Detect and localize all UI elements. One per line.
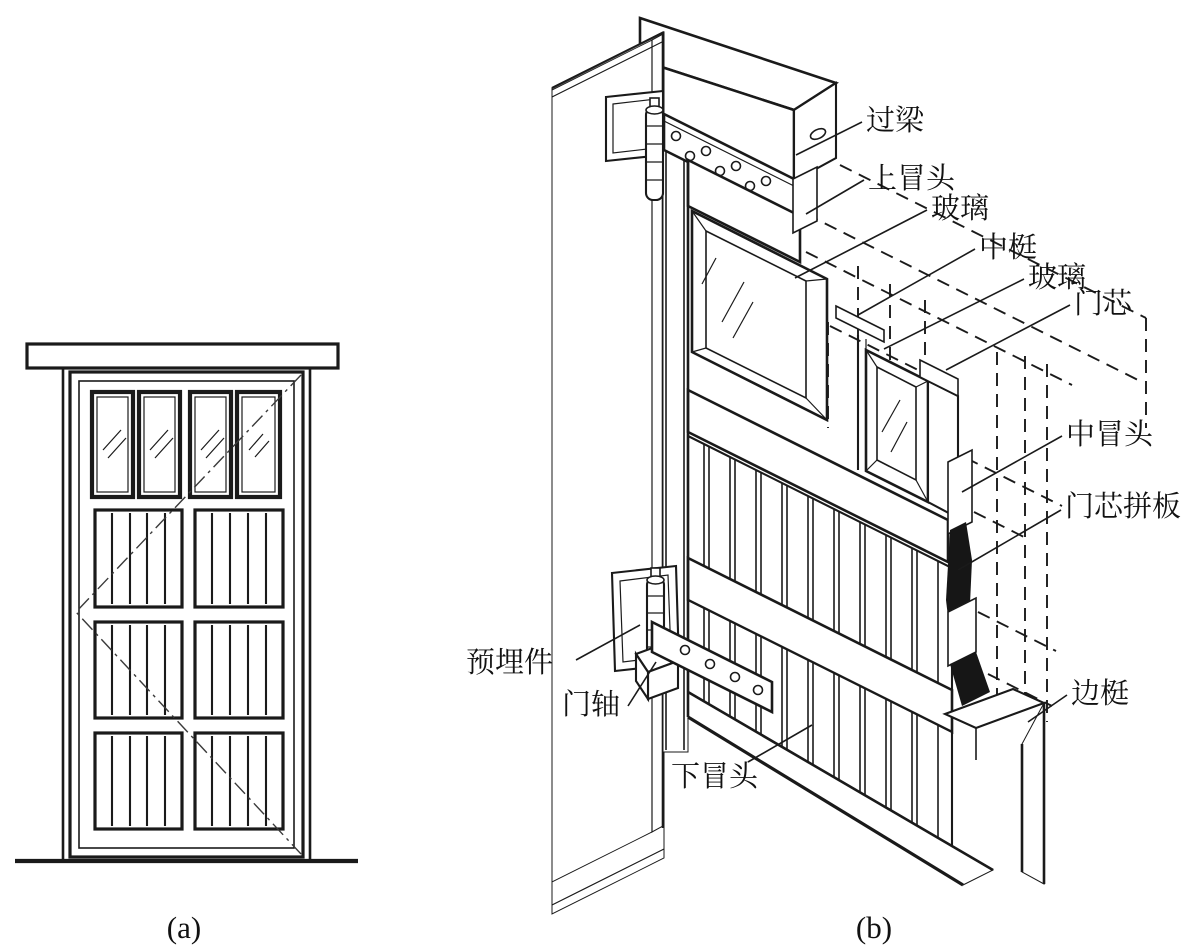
label-door-pivot: 门轴: [562, 689, 621, 721]
elevation-view: [15, 344, 358, 861]
label-top-rail: 上冒头: [868, 163, 956, 195]
label-core-board: 门芯拼板: [1065, 491, 1182, 523]
label-lintel: 过梁: [866, 105, 925, 137]
label-door-core: 门芯: [1074, 288, 1133, 320]
axonometric-view: [466, 18, 1181, 914]
caption-axonometric: (b): [855, 910, 893, 945]
label-glass-lower: 玻璃: [1028, 262, 1087, 294]
middle-rail-section-hatch: [948, 450, 972, 534]
lintel-board: [27, 344, 338, 368]
label-middle-rail: 中冒头: [1066, 419, 1154, 451]
label-center-stile: 中梃: [979, 232, 1038, 264]
label-bottom-rail: 下冒头: [671, 761, 759, 793]
caption-elevation: (a): [166, 910, 202, 945]
label-glass-upper: 玻璃: [931, 193, 990, 225]
label-embedded-part: 预埋件: [466, 647, 554, 679]
label-side-stile: 边梃: [1071, 678, 1130, 710]
hinge-barrel-top: [646, 108, 663, 200]
door-frame-outer: [70, 372, 303, 857]
